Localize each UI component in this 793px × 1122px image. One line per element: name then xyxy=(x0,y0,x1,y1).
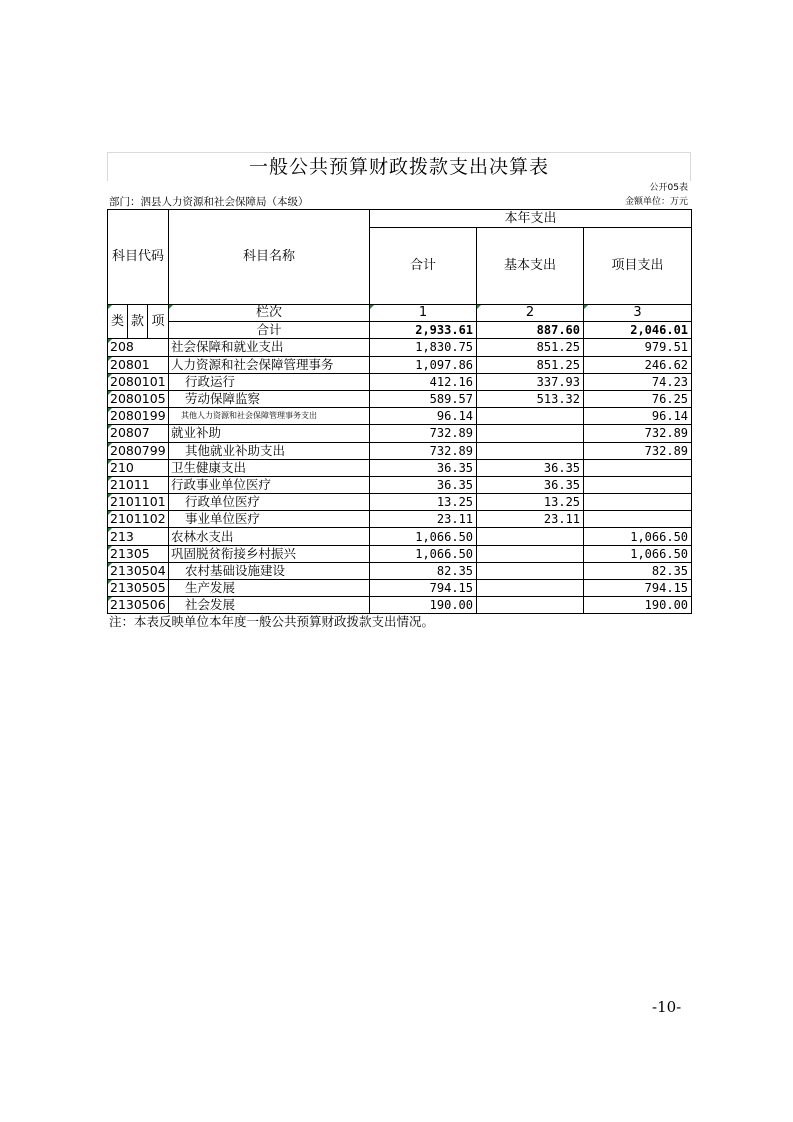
table-note: 注：本表反映单位本年度一般公共预算财政拨款支出情况。 xyxy=(109,614,435,630)
row-basic xyxy=(477,528,584,545)
row-code: 2080105 xyxy=(108,390,169,407)
col-index-1: 1 xyxy=(370,305,477,322)
row-project: 732.89 xyxy=(584,425,692,442)
budget-sheet xyxy=(107,152,691,630)
row-code: 20801 xyxy=(108,356,169,373)
row-basic xyxy=(477,580,584,597)
row-name: 社会保障和就业支出 xyxy=(169,339,370,356)
row-basic xyxy=(477,425,584,442)
lanci-label: 栏次 xyxy=(169,305,370,322)
totals-basic: 887.60 xyxy=(477,322,584,339)
totals-label: 合计 xyxy=(169,322,370,339)
page-number: -10- xyxy=(652,998,682,1016)
col-index-3: 3 xyxy=(584,305,692,322)
row-total: 794.15 xyxy=(370,580,477,597)
row-project: 190.00 xyxy=(584,597,692,614)
table-row xyxy=(108,528,692,545)
row-total: 36.35 xyxy=(370,476,477,493)
table-row xyxy=(108,476,692,493)
table-row xyxy=(108,356,692,373)
row-name: 人力资源和社会保障管理事务 xyxy=(169,356,370,373)
table-row xyxy=(108,425,692,442)
department-label: 部门：泗县人力资源和社会保障局（本级） xyxy=(109,196,309,208)
row-basic: 36.35 xyxy=(477,476,584,493)
row-code: 2101101 xyxy=(108,494,169,511)
row-total: 36.35 xyxy=(370,459,477,476)
row-code: 2080799 xyxy=(108,442,169,459)
row-code: 2080101 xyxy=(108,373,169,390)
table-row xyxy=(108,597,692,614)
row-basic: 23.11 xyxy=(477,511,584,528)
unit-label: 金额单位：万元 xyxy=(624,197,688,207)
row-project: 76.25 xyxy=(584,390,692,407)
table-row xyxy=(108,373,692,390)
row-code: 2101102 xyxy=(108,511,169,528)
header-row-1 xyxy=(108,210,692,228)
row-basic xyxy=(477,408,584,425)
row-code: 20807 xyxy=(108,425,169,442)
table-row xyxy=(108,562,692,579)
row-total: 23.11 xyxy=(370,511,477,528)
totals-project: 2,046.01 xyxy=(584,322,692,339)
row-total: 589.57 xyxy=(370,390,477,407)
basic-header: 基本支出 xyxy=(477,228,584,305)
form-code: 公开05表 xyxy=(649,183,688,193)
row-basic: 36.35 xyxy=(477,459,584,476)
row-basic xyxy=(477,442,584,459)
row-project: 1,066.50 xyxy=(584,545,692,562)
row-code: 21305 xyxy=(108,545,169,562)
xiang-header: 项 xyxy=(148,305,169,339)
table-row xyxy=(108,442,692,459)
department-row xyxy=(107,195,691,209)
row-name: 其他就业补助支出 xyxy=(169,442,370,459)
row-code: 2080199 xyxy=(108,408,169,425)
row-basic xyxy=(477,545,584,562)
row-code: 2130505 xyxy=(108,580,169,597)
row-code: 213 xyxy=(108,528,169,545)
row-name: 劳动保障监察 xyxy=(169,390,370,407)
row-name: 农村基础设施建设 xyxy=(169,562,370,579)
row-total: 732.89 xyxy=(370,425,477,442)
row-name: 卫生健康支出 xyxy=(169,459,370,476)
row-project: 794.15 xyxy=(584,580,692,597)
row-basic: 513.32 xyxy=(477,390,584,407)
row-code: 2130506 xyxy=(108,597,169,614)
row-total: 82.35 xyxy=(370,562,477,579)
row-total: 96.14 xyxy=(370,408,477,425)
table-row xyxy=(108,459,692,476)
row-project xyxy=(584,494,692,511)
row-code: 21011 xyxy=(108,476,169,493)
row-name: 生产发展 xyxy=(169,580,370,597)
row-project: 74.23 xyxy=(584,373,692,390)
row-name: 社会发展 xyxy=(169,597,370,614)
totals-row xyxy=(108,322,692,339)
row-total: 1,066.50 xyxy=(370,545,477,562)
expense-table xyxy=(107,209,692,614)
row-project: 979.51 xyxy=(584,339,692,356)
row-name: 就业补助 xyxy=(169,425,370,442)
col-index-2: 2 xyxy=(477,305,584,322)
row-basic: 337.93 xyxy=(477,373,584,390)
subject-code-header: 科目代码 xyxy=(108,210,169,305)
row-name: 行政单位医疗 xyxy=(169,494,370,511)
row-project: 82.35 xyxy=(584,562,692,579)
row-code: 210 xyxy=(108,459,169,476)
row-basic: 851.25 xyxy=(477,356,584,373)
row-total: 732.89 xyxy=(370,442,477,459)
column-index-row xyxy=(108,305,692,322)
project-header: 项目支出 xyxy=(584,228,692,305)
row-total: 13.25 xyxy=(370,494,477,511)
kuan-header: 款 xyxy=(128,305,148,339)
totals-total: 2,933.61 xyxy=(370,322,477,339)
total-header: 合计 xyxy=(370,228,477,305)
row-code: 208 xyxy=(108,339,169,356)
row-code: 2130504 xyxy=(108,562,169,579)
subject-name-header: 科目名称 xyxy=(169,210,370,305)
row-total: 190.00 xyxy=(370,597,477,614)
row-name: 巩固脱贫衔接乡村振兴 xyxy=(169,545,370,562)
row-project xyxy=(584,459,692,476)
row-name: 农林水支出 xyxy=(169,528,370,545)
row-total: 412.16 xyxy=(370,373,477,390)
row-total: 1,066.50 xyxy=(370,528,477,545)
table-row xyxy=(108,408,692,425)
row-total: 1,097.86 xyxy=(370,356,477,373)
row-basic xyxy=(477,562,584,579)
row-name: 行政运行 xyxy=(169,373,370,390)
row-name: 事业单位医疗 xyxy=(169,511,370,528)
table-title: 一般公共预算财政拨款支出决算表 xyxy=(107,152,691,181)
table-row xyxy=(108,511,692,528)
row-basic xyxy=(477,597,584,614)
row-name: 行政事业单位医疗 xyxy=(169,476,370,493)
row-basic: 13.25 xyxy=(477,494,584,511)
row-name: 其他人力资源和社会保障管理事务支出 xyxy=(169,408,370,425)
row-project: 1,066.50 xyxy=(584,528,692,545)
table-row xyxy=(108,390,692,407)
row-total: 1,830.75 xyxy=(370,339,477,356)
row-project xyxy=(584,476,692,493)
table-row xyxy=(108,580,692,597)
row-basic: 851.25 xyxy=(477,339,584,356)
table-row xyxy=(108,494,692,511)
row-project: 246.62 xyxy=(584,356,692,373)
row-project: 732.89 xyxy=(584,442,692,459)
row-project xyxy=(584,511,692,528)
year-expense-header: 本年支出 xyxy=(370,210,692,228)
table-row xyxy=(108,339,692,356)
lei-header: 类 xyxy=(108,305,128,339)
row-project: 96.14 xyxy=(584,408,692,425)
table-row xyxy=(108,545,692,562)
